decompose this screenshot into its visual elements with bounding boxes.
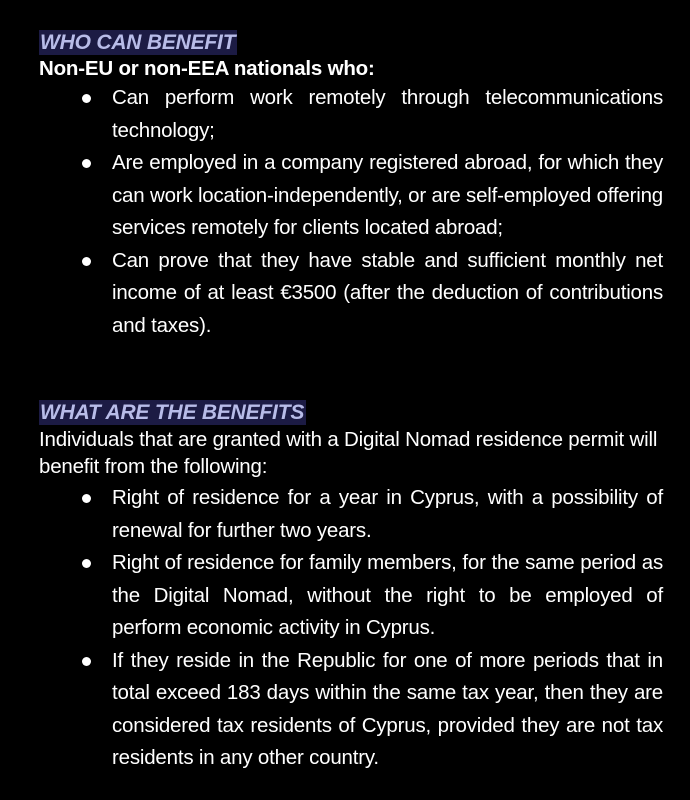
bullet-icon [82, 494, 91, 503]
list-item [39, 82, 663, 147]
bullet-icon [82, 657, 91, 666]
list-item-text: Can prove that they have stable and sufficient monthly net income of at least €3500 (after the deduction of contributions and taxes). [112, 248, 663, 337]
bullet-icon [82, 559, 91, 568]
benefits-intro: Individuals that are granted with a Digital Nomad residence permit will benefit from the following: [39, 428, 658, 478]
who-can-benefit-section [39, 30, 663, 342]
benefits-list [39, 482, 663, 775]
bullet-icon [82, 94, 91, 103]
bullet-icon [82, 159, 91, 168]
list-item-text: Can perform work remotely through telecommunications technology; [112, 86, 663, 142]
list-item [39, 147, 663, 245]
who-can-benefit-heading: WHO CAN BENEFIT [40, 31, 236, 54]
benefits-section [39, 400, 663, 775]
list-item-text: Right of residence for family members, for the same period as the Digital Nomad, without the right to be employed of perform economic activity in Cyprus. [112, 551, 663, 639]
bullet-icon [82, 257, 91, 266]
benefits-heading: WHAT ARE THE BENEFITS [40, 401, 305, 424]
eligibility-list [39, 82, 663, 342]
list-item-text: Right of residence for a year in Cyprus, with a possibility of renewal for further two years. [112, 486, 663, 542]
list-item [39, 645, 663, 775]
list-item-text: If they reside in the Republic for one of more periods that in total exceed 183 days within the same tax year, then they are considered tax residents of Cyprus, provided they are not tax residents in any other country. [112, 648, 663, 769]
eligibility-subheading: Non-EU or non-EEA nationals who: [39, 57, 375, 80]
list-item [39, 482, 663, 547]
list-item [39, 245, 663, 343]
list-item-text: Are employed in a company registered abroad, for which they can work location-independently, or are self-employed offering services remotely for clients located abroad; [112, 151, 663, 239]
list-item [39, 547, 663, 645]
